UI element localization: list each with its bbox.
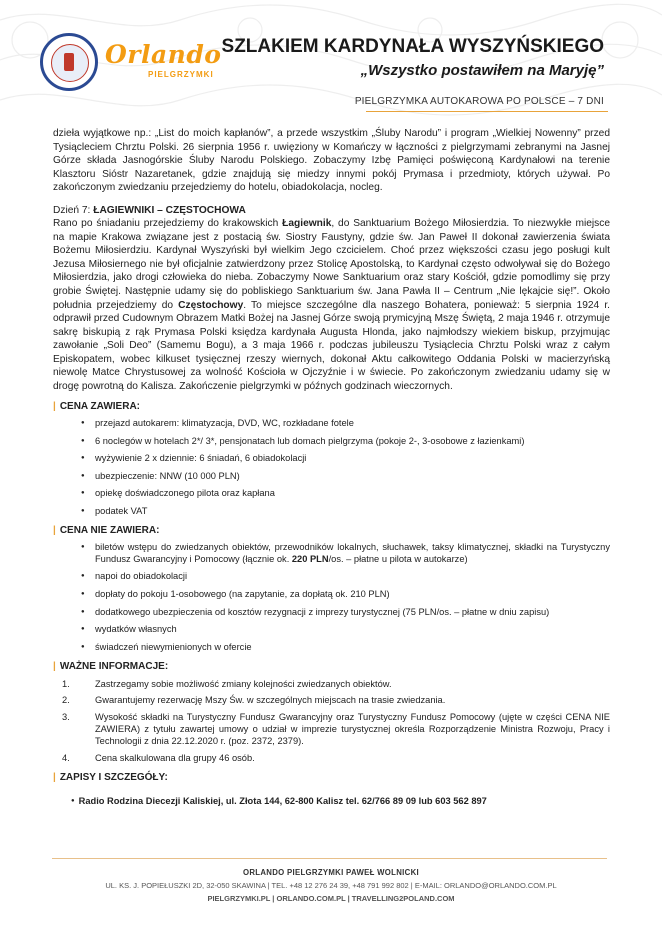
- list-item: ● ubezpieczenie: NNW (10 000 PLN): [85, 470, 610, 482]
- list-item: 3. Wysokość składki na Turystyczny Fundusz Gwarancyjny oraz Turystyczny Fundusz Pomocowy (ujęte w części CENA NIE ZAWIERA) z tytułu zawartej umowy o udział w imprezie turystycznej określa Rozporządzenie Ministra Rozwoju, Pracy i Technologii z dnia 22.12.2020 r. (poz. 2372, 2379).: [62, 711, 610, 747]
- list-item: ● 6 noclegów w hotelach 2*/ 3*, pensjonatach lub domach pielgrzyma (pokoje 2-, 3-osobowe z łazienkami): [85, 435, 610, 447]
- footer-websites: PIELGRZYMKI.PL | ORLANDO.COM.PL | TRAVELLING2POLAND.COM: [207, 894, 455, 903]
- signup-heading: | ZAPISY I SZCZEGÓŁY:: [53, 771, 168, 783]
- header-accent-line: [366, 111, 608, 112]
- list-item: ● świadczeń niewymienionych w ofercie: [85, 641, 610, 653]
- list-item: ● opiekę doświadczonego pilota oraz kapłana: [85, 487, 610, 499]
- list-item: 1. Zastrzegamy sobie możliwość zmiany kolejności zwiedzanych obiektów.: [62, 678, 392, 689]
- logo-subtitle: PIELGRZYMKI: [148, 70, 214, 79]
- info-heading: | WAŻNE INFORMACJE:: [53, 661, 169, 673]
- main-content: [53, 127, 610, 808]
- excludes-list: [53, 541, 610, 653]
- list-item: 2. Gwarantujemy rezerwację Mszy Św. w szczególnych miejscach na trasie zwiedzania.: [62, 695, 446, 706]
- list-item: ● napoi do obiadokolacji: [85, 570, 610, 582]
- list-item: ● dodatkowego ubezpieczenia od kosztów rezygnacji z imprezy turystycznej (75 PLN/os. – płatne w dniu zapisu): [85, 606, 610, 618]
- footer-address: UL. KS. J. POPIEŁUSZKI 2D, 32-050 SKAWINA | TEL. +48 12 276 24 39, +48 791 992 802 | E-MAIL: ORLANDO@ORLANDO.COM.PL: [105, 881, 557, 890]
- list-item: ● dopłaty do pokoju 1-osobowego (na zapytanie, za dopłatą ok. 210 PLN): [85, 588, 610, 600]
- page-footer: [0, 866, 662, 905]
- page-subtitle: „Wszystko postawiłem na Maryję”: [360, 62, 604, 79]
- page-header: [0, 0, 662, 120]
- list-item: ● wyżywienie 2 x dziennie: 6 śniadań, 6 obiadokolacji: [85, 452, 610, 464]
- info-list: [53, 678, 610, 764]
- list-item: ● podatek VAT: [85, 505, 610, 517]
- includes-heading: | CENA ZAWIERA:: [53, 401, 140, 413]
- intro-paragraph: dzieła wyjątkowe np.: „List do moich kapłanów”, a przede wszystkim „Śluby Narodu” i program „Wielkiej Nowenny” przed Tysiącleciem Chrztu Polski. 26 sierpnia 1956 r. uwięziony w Komańczy w łączności z pielgrzymami zebranymi na Jasnej Górze składa Jasnogórskie Śluby Narodu Polskiego. Zobaczymy Izbę Pamięci poświęconą Kardynałowi na terenie Klasztoru Sióstr Nazaretanek, gdzie znajdują się miedzy innymi pokój Prymasa i przedmioty, których używał. Po zakończonym zwiedzaniu przejedziemy do hotelu, obiadokolacja, nocleg.: [53, 128, 610, 194]
- trip-type-line: PIELGRZYMKA AUTOKAROWA PO POLSCE – 7 DNI: [354, 96, 604, 107]
- list-item: ● przejazd autokarem: klimatyzacja, DVD, WC, rozkładane fotele: [85, 417, 610, 429]
- list-item: ● biletów wstępu do zwiedzanych obiektów, przewodników lokalnych, słuchawek, taksy klimatycznej, składki na Turystyczny Fundusz Gwarancyjny i Pomocowy (łącznie ok. 220 PLN/os. – płatne u pilota w autokarze): [85, 541, 610, 565]
- day-title: ŁAGIEWNIKI – CZĘSTOCHOWA: [93, 204, 246, 216]
- day-7-paragraph: Dzień 7: ŁAGIEWNIKI – CZĘSTOCHOWA Rano po śniadaniu przejedziemy do krakowskich Łagiewnik, do Sanktuarium Bożego Miłosierdzia. To niezwykłe miejsce na mapie Krakowa związane jest z postacią św. Siostry Faustyny, gdzie św. Jan Paweł II dokonał zawierzenia świata Bożemu Miłosierdziu. Kardynał Wyszyński był wielkim Jego czcicielem. Choć przez większości czasu jego posługi kult Jezusa Miłosiernego nie był oficjalnie zatwierdzony przez Stolicę Apostolską, to Kardynał często odwoływał się do Bożego Miłosierdzia, jako drogi człowieka do nieba. Zobaczymy Nowe Sanktuarium oraz stary Kościół, gdzie pomodlimy się przy grobie Świętej. Następnie udamy się do pobliskiego Sanktuarium św. Jana Pawła II – Centrum „Nie lękajcie się!”. Około południa przejedziemy do Częstochowy. To miejsce szczególne dla naszego Bohatera, ponieważ: 5 sierpnia 1924 r. odprawił przed Cudownym Obrazem Matki Bożej na Jasnej Górze swoją prymicyjną Mszę Świętą, 2 maja 1946 r. otrzymuje sakrę biskupią z rąk Prymasa Polski księdza kardynała Augusta Hlonda, jako najmłodszy wiekiem biskup, przyjmując zawołanie „Soli Deo” (Samemu Bogu), a 3 maja 1966 r. podczas jubileuszu Tysiąclecia Chrztu Polski wraz z całym Episkopatem, wobec kilkuset tysięcznej rzeszy wiernych, dokonał Aktu całkowitego Oddania Polski w macierzyńską niewolę Matce Chrystusowej za wolność Kościoła w Ojczyźnie i w świecie. Po zakończonym zwiedzaniu udamy się w drogę powrotną do Kalisza. Zakończenie pielgrzymki w późnych godzinach wieczornych.: [53, 204, 610, 392]
- page-title: SZLAKIEM KARDYNAŁA WYSZYŃSKIEGO: [221, 36, 604, 57]
- diocese-emblem-icon: [40, 33, 98, 91]
- day-label: Dzień 7:: [53, 204, 91, 216]
- contact-line: ● Radio Rodzina Diecezji Kaliskiej, ul. Złota 144, 62-800 Kalisz tel. 62/766 89 09 lub 603 562 897: [71, 795, 487, 806]
- orlando-logo: Orlando: [105, 40, 222, 69]
- footer-divider: [52, 858, 607, 859]
- excludes-heading: | CENA NIE ZAWIERA:: [53, 525, 160, 537]
- footer-company: ORLANDO PIELGRZYMKI PAWEŁ WOLNICKI: [243, 868, 419, 877]
- list-item: ● wydatków własnych: [85, 623, 610, 635]
- list-item: 4. Cena skalkulowana dla grupy 46 osób.: [62, 752, 255, 763]
- includes-list: [53, 417, 610, 517]
